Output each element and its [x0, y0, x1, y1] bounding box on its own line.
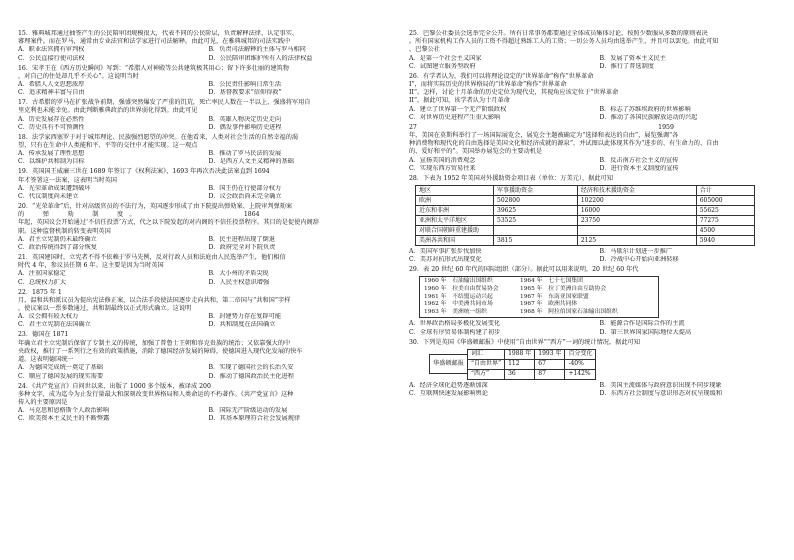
table-cell: +142%: [565, 369, 596, 379]
answer-option: C．以维护共和制为目标: [18, 158, 85, 166]
table-cell: “西方”: [467, 369, 504, 379]
org-cell: 1963 年 美洲统一组织: [424, 308, 487, 315]
table-cell: 美洲各共和国: [416, 236, 494, 246]
question-stem-line: 16．宋孝王在《西方历史瞬间》写到：“希腊人对神殿等公共建筑极其用心；留下许多壮丽的建筑物: [18, 64, 289, 72]
answer-option: C．政治传统得到了部分恢复: [18, 244, 97, 252]
table-cell: 欧洲: [416, 196, 494, 206]
question-stem-line: 25．巴黎公社委员会选举完全公开。所有日常事务都要通过全体成员集体讨论，按照少数服从多数的原则表决: [409, 30, 708, 37]
table-cell: 4500: [696, 226, 754, 236]
question-stem-line: II”。据此可知，该学者认为十月革命: [409, 97, 510, 105]
answer-option: B．负责司法解释的主体与罗马相同: [208, 46, 306, 54]
answer-options: [18, 270, 391, 286]
question: [18, 331, 391, 380]
table-cell: 3815: [494, 236, 578, 246]
table-cell: 36: [505, 369, 535, 379]
answer-option: C．对世界历史进程产生重大影响: [409, 113, 501, 121]
answer-option: B．英雄人物决定历史走向: [208, 115, 282, 123]
question-stem-line: 30．下列是英国《华盛顿邮报》中使用“自由世界”“西方”一词的统计情况。据此可知: [409, 338, 640, 346]
table-cell: 16000: [577, 206, 696, 216]
table-cell: 112: [505, 359, 535, 369]
question-stem-line: II”。怎样，讨论十月革命的历史定位为现代史，其视角应该定位于“世界革命: [409, 89, 619, 97]
table-row: [416, 196, 755, 206]
table-cell: 502800: [494, 196, 578, 206]
answer-option: C．美苏对抗形式出现变化: [409, 256, 482, 264]
question-stem-line: 22．1875 年 1: [18, 288, 62, 296]
answer-options: [18, 364, 391, 380]
table-row: [467, 369, 596, 379]
answer-option: D．推动了德国政治民主化进程: [208, 372, 294, 380]
answer-option: A．宣扬美国的消费观念: [409, 156, 476, 164]
data-table: [415, 185, 755, 246]
table-cell: 55625: [696, 206, 754, 216]
table-cell: -40%: [565, 359, 596, 369]
answer-option: D．是西方人文主义精神的基础: [208, 158, 294, 166]
answer-option: A．历史发展存在必然性: [18, 115, 85, 123]
org-cell: 1960 年 拉美自由贸易协会: [424, 286, 499, 293]
question: [18, 289, 391, 330]
question-stem-line: 23．德国在 1871: [18, 331, 69, 339]
answer-option: C．实现东西方贸易往来: [409, 164, 476, 172]
answer-options: [18, 185, 391, 201]
question-stem-line: ，使议案以一票多数通过，共和制最终以正式形式确立。这说明: [18, 305, 192, 313]
question-stem-line: 24．《共产党宣言》自问世以来，出版了 1000 多个版本，被译成 200: [18, 382, 211, 390]
answer-option: C．君主立宪制在法国确立: [18, 321, 91, 329]
answer-options: [409, 382, 782, 398]
question-stem-line: 时代 4 年，参议员任期 6 年。这主要是因为当时英国: [18, 262, 164, 270]
stats-table-wrap: [429, 349, 782, 380]
question-stem-line: 年确立君主立宪制后保留了专制主义的传统，加强了普鲁士王朝和容克贵族的统治；又依靠强大的中: [18, 339, 291, 347]
table-header-row: [467, 349, 596, 359]
question: [18, 65, 391, 98]
question-stem-line: 26．有学者认为，我们可以将理论设定的“世界革命”称作“世界革命: [409, 72, 594, 80]
table-cell: 39625: [494, 206, 578, 216]
question-stem-line: 望，只有在生命中人类能和平、平等的交往中才能实现。这一观点: [18, 142, 198, 150]
table-cell: [577, 226, 696, 236]
table-cell: “自由世界”: [467, 359, 504, 369]
answer-option: C．试图建立服务型政府: [409, 62, 476, 70]
answer-options: [18, 313, 391, 329]
answer-option: D．进行资本主义制度的宣传: [599, 164, 679, 172]
table-cell: 亚洲和太平洋地区: [416, 216, 494, 226]
table-row: [416, 206, 755, 216]
question-stem-line: 18．法学家西塞罗于对于城邦理论、民族强烈愿望的冲突。在他看来，人类对社会生活的自然幸福的渴: [18, 133, 299, 141]
table-header-cell: 经济和技术援助资金: [577, 186, 696, 196]
answer-options: [18, 81, 391, 97]
table-header-cell: 词汇: [467, 349, 504, 359]
answer-option: C．代议制度尚未建立: [18, 193, 79, 201]
org-cell: 1965 年 拉丁美洲自由互助协会: [520, 286, 607, 293]
table-cell: 近东和非洲: [416, 206, 494, 216]
question: [409, 266, 782, 337]
answer-option: B．发展了资本主义民主: [599, 54, 666, 62]
table-header-cell: 1993 年: [535, 349, 565, 359]
question: [409, 339, 782, 399]
answer-options: [409, 157, 782, 173]
answer-option: D．推行了普选制度: [599, 62, 654, 70]
answer-option: D．其基本原理符合社会发展规律: [208, 415, 301, 423]
answer-option: A．是第一个社会主义国家: [409, 54, 482, 62]
answer-option: B．国王仍在行使部分权力: [208, 184, 282, 192]
answer-option: D．共和制度在法国确立: [208, 321, 276, 329]
answer-option: B．大小州的矛盾尖锐: [208, 270, 269, 278]
answer-option: A．君主立宪制仍未最终确立: [18, 235, 97, 243]
answer-option: A．职业法官拥有审判权: [18, 46, 85, 54]
table-row: [467, 359, 596, 369]
answer-option: A．经济全球化趋势逐渐加深: [409, 381, 488, 389]
question-stem-line: 道。这表明德国统一: [18, 356, 74, 364]
answer-option: B．公民责任影响日常生活: [208, 81, 282, 89]
question-stem-line: 。所有国家机构工作人员的工资不得超过熟练工人的工资；一切公务人员均由选举产生，并且可以罢免。由此可知: [409, 38, 719, 46]
table-cell: 102200: [577, 196, 696, 206]
table-cell: 2125: [577, 236, 696, 246]
answer-option: A．传承发展了理性思想: [18, 150, 85, 158]
org-cell: 1962 年 中美洲共同市场: [424, 301, 493, 308]
table-header-cell: 地区: [416, 186, 494, 196]
org-cell: 1967 年 东南亚国家联盟: [520, 293, 589, 300]
table-cell: [494, 226, 578, 236]
answer-option: C．追求精神丰富与自由: [18, 89, 85, 97]
question: [18, 134, 391, 167]
answer-option: C．欧美资本主义民主的不断弊露: [18, 415, 110, 423]
answer-option: B．反击南方社会主义的宣传: [599, 156, 679, 164]
question: [409, 175, 782, 265]
answer-option: A．为德国完成统一奠定了基础: [18, 364, 103, 372]
answer-option: B．国际无产阶级运动的发展: [208, 407, 288, 415]
question-stem-line: 传入的主要原因是: [18, 398, 68, 406]
answer-option: A．注重国家稳定: [18, 270, 66, 278]
question-stem-line: ，对自己的住处却几乎不关心”。这说明当时: [18, 72, 139, 80]
answer-option: B．实现了德国社会的长治久安: [208, 364, 294, 372]
answer-option: A．光荣革命成果遭到破坏: [18, 184, 91, 192]
table-header-cell: 合计: [696, 186, 754, 196]
question-stem-line: 27 1959: [409, 123, 674, 131]
question-stem-line: 职。这种监督机制的转变表明英国: [18, 227, 111, 235]
answer-option: C．公民直接行使司法权: [18, 54, 85, 62]
org-cell: 1968 年 阿拉伯国家石油输出国组织: [520, 308, 618, 315]
table-cell: 87: [535, 369, 565, 379]
answer-option: C．总统权力扩大: [18, 278, 67, 286]
question-stem-line: 月，温和共和派议员为提出宪法修正案，以合法手段使法国逐步走向共和，第二帝国与“共和国”字样: [18, 296, 291, 304]
answer-option: A．建立了世界第一个无产阶级政权: [409, 105, 507, 113]
answer-option: D．推动了各国民族解放运动的兴起: [599, 113, 698, 121]
question-stem-line: 多种文字，成为迄今为止发行量最大和深刻改变世界格局和人类命运的不朽著作。《共产党宣言》这种: [18, 390, 294, 398]
answer-option: D．第三世界国家国际地位大提高: [599, 328, 692, 336]
answer-option: B．马歇尔计划进一步推广: [599, 248, 673, 256]
question-stem-line: 年起，英国议会开始通过‘不信任投票’方式，代之以下院发起的对内阁的不信任投票程序。其目的是促使内阁辞: [18, 219, 319, 227]
question: [18, 99, 391, 132]
answer-options: [409, 55, 782, 71]
question-stem-line: 21．英国建国时，立宪者不得不依赖于罗马先例，反对行政人员和法庭由人民选举产生，他们相信: [18, 254, 286, 262]
data-table: [467, 349, 597, 380]
question: [18, 254, 391, 287]
answer-option: B．民主进程出现了倒退: [208, 235, 275, 243]
org-cell: 1964 年 七十七国集团: [520, 278, 583, 285]
answer-options: [18, 116, 391, 132]
question-stem-line: 种消费物和现代化的自由选择是美国文化和经济成就的源泉”，并试图以此体现其作为“进步的、有生命力的、自由: [409, 140, 719, 148]
table-cell: 53525: [494, 216, 578, 226]
answer-option: D．政府完全对下院负责: [208, 244, 276, 252]
question-stem-line: 的、爱好和平的”。美国举办展览会的主要动机是: [409, 148, 543, 156]
answer-options: [409, 320, 782, 336]
answer-option: D．东西方社会制度与意识形态对抗呈现缓和: [599, 390, 723, 398]
table-row: [416, 236, 755, 246]
question-stem-line: ，巴黎公社: [409, 46, 440, 54]
answer-option: A．希腊人人文思想浓厚: [18, 81, 85, 89]
answer-option: C．顺应了德国发展的现实需要: [18, 372, 104, 380]
question-stem-line: 年，美国在莫斯科举行了一场国际展览会，展览会主题被确定为“选择和表达的自由”，展览强调“各: [409, 132, 679, 140]
table-cell: 对联合国朝鲜重建援助: [416, 226, 494, 236]
answer-option: A．美国军事扩张步伐加快: [409, 248, 482, 256]
answer-options: [409, 106, 782, 122]
table-header-row: [416, 186, 755, 196]
answer-option: C．历史具有不可预测性: [18, 123, 85, 131]
table-header-cell: 1988 年: [505, 349, 535, 359]
table-row: [416, 216, 755, 226]
question-stem-line: 28．下表为 1952 年美国对外援助资金项目表（单位：万美元），据此可知: [409, 174, 613, 182]
answer-options: [409, 248, 782, 264]
answer-option: B．美国主流媒体与政府意识出现不同步现象: [599, 381, 722, 389]
table-cell: 5940: [696, 236, 754, 246]
question: [18, 383, 391, 424]
stats-table-label: 华盛顿邮报: [429, 354, 468, 374]
org-table: [419, 276, 659, 318]
question: [409, 73, 782, 122]
org-cell: 1960 年 石油输出国组织: [424, 278, 493, 285]
answer-option: B．能源合作是国际合作的主流: [599, 320, 685, 328]
question-stem-line: 17．古希腊的罗马在扩张战争前期，强盛突然爆发了严重的饥荒，死亡率民人数在一半以上，强盛将军用自: [18, 99, 311, 107]
question-stem-line: 里克利也未能幸免。由此判断雅典政治的世界弱化得到。由此可见: [18, 107, 198, 115]
question-stem-line: 審理案件。而在罗马，通常由专业法官和法学家进行司法解释。由此可见，在雅典城邦的司法实践中: [18, 38, 291, 46]
answer-option: C．全球有序贸易体制构建了初步: [409, 328, 501, 336]
answer-option: B．封建势力存在复辟可能: [208, 313, 282, 321]
answer-option: D．人民主权意识增强: [208, 278, 270, 286]
question-stem-line: 19．英国国王威廉三世在 1689 年签订了《权利法案》，1693 年再次否决此法案直到 1694: [18, 168, 270, 176]
question-stem-line: 年才签署这一法案，这表明当时英国: [18, 176, 117, 184]
answer-option: B．推动了罗马民法的发展: [208, 150, 282, 158]
answer-option: B．标志了苏维埃政府的世界影响: [599, 105, 691, 113]
question-stem-line: 的 弹 劾 制 度 。 1864: [18, 211, 260, 219]
table-header-cell: 军事援助资金: [494, 186, 578, 196]
table-cell: 23750: [577, 216, 696, 226]
table-cell: 605000: [696, 196, 754, 206]
question: [409, 124, 782, 173]
question-stem-line: 15．雅典城邦通过抽签产生的公民陪审团规模很大，代表不同的公民阶层，负责解释法律、认定事实、: [18, 30, 299, 37]
answer-option: D．偶发事件影响历史进程: [208, 123, 282, 131]
question: [409, 30, 782, 71]
answer-options: [18, 150, 391, 166]
answer-options: [18, 407, 391, 423]
table-header-cell: 百分变化: [565, 349, 596, 359]
question-stem-line: 央政权，推行了一系列行之有效的政策措施，消除了德国经济发展的障碍，使德国进入现代化发展的快车: [18, 347, 303, 355]
answer-options: [18, 46, 391, 62]
question: [18, 30, 391, 63]
question-stem-line: 20．“光荣革命”后，针对高级官员的不法行为，英国逐步形成了由下院提出弹劾案、上院审判弹劾案: [18, 203, 293, 211]
org-cell: 1961 年 不结盟运动兴起: [424, 293, 493, 300]
right-column: [409, 30, 782, 560]
answer-option: D．冷战中心开始向亚洲转移: [599, 256, 679, 264]
table-cell: 77275: [696, 216, 754, 226]
answer-option: A．议会拥有较大权力: [18, 313, 79, 321]
question-stem-line: I”，而将实际历史的世界格局的“世界革命”称作“世界革命: [409, 81, 567, 89]
answer-option: D．公民陪审团维护所有人的法律权益: [208, 54, 313, 62]
answer-option: C．互联网快速发展影响舆论: [409, 390, 488, 398]
table-cell: 67: [535, 359, 565, 369]
answer-options: [18, 236, 391, 252]
answer-option: D．议会政治尚未完全确立: [208, 193, 282, 201]
table-row: [416, 226, 755, 236]
answer-option: A．马克思和恩格斯个人政治影响: [18, 407, 110, 415]
answer-option: A．世界政治格局多极化发展变化: [409, 320, 501, 328]
org-cell: 1967 年 欧洲共同体: [520, 301, 578, 308]
question: [18, 203, 391, 252]
question-stem-line: 29．表 20 世纪 60 年代的国际组织（部分）。据此可以用来说明，20 世纪 60 年代: [409, 266, 639, 274]
left-column: [18, 30, 391, 560]
answer-option: D．基督教要求“信仰得救”: [208, 89, 282, 97]
question: [18, 168, 391, 201]
